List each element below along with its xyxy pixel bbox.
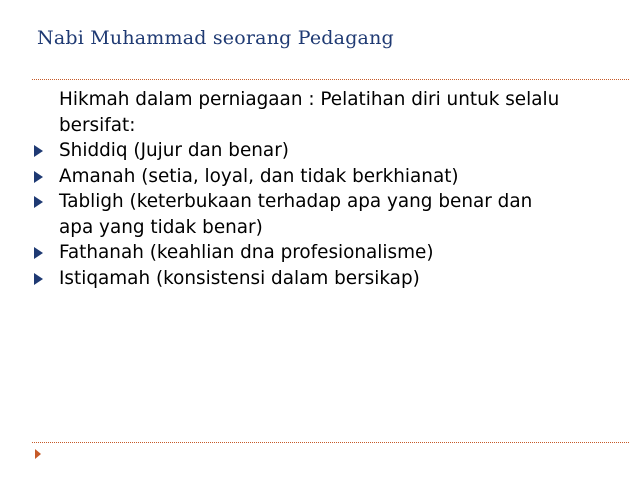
triangle-right-icon xyxy=(34,196,43,208)
intro-text xyxy=(32,87,602,138)
triangle-right-icon xyxy=(34,247,43,259)
small-triangle-icon xyxy=(35,449,41,459)
bullet-text-continued: apa yang tidak benar) xyxy=(59,216,263,238)
triangle-right-icon xyxy=(34,273,43,285)
intro-line: Hikmah dalam perniagaan : Pelatihan diri untuk selalu xyxy=(59,89,560,110)
bullet-text: Shiddiq (Jujur dan benar) xyxy=(59,140,289,161)
bullet-text: Tabligh (keterbukaan terhadap apa yang benar dan xyxy=(59,191,533,212)
slide-content xyxy=(32,87,602,291)
intro-line: bersifat: xyxy=(59,114,136,136)
top-divider xyxy=(32,79,629,80)
bottom-divider xyxy=(32,442,629,443)
bullet-item-amanah xyxy=(32,164,602,190)
bullet-item-shiddiq xyxy=(32,138,602,164)
bullet-item-fathanah xyxy=(32,240,602,266)
bullet-text: Fathanah (keahlian dna profesionalisme) xyxy=(59,242,434,263)
slide-title: Nabi Muhammad seorang Pedagang xyxy=(37,27,394,49)
bullet-item-istiqamah xyxy=(32,266,602,292)
bullet-text: Istiqamah (konsistensi dalam bersikap) xyxy=(59,267,420,289)
bullet-text: Amanah (setia, loyal, dan tidak berkhianat) xyxy=(59,165,459,187)
bullet-item-tabligh xyxy=(32,189,602,240)
triangle-right-icon xyxy=(34,145,43,157)
triangle-right-icon xyxy=(34,171,43,183)
